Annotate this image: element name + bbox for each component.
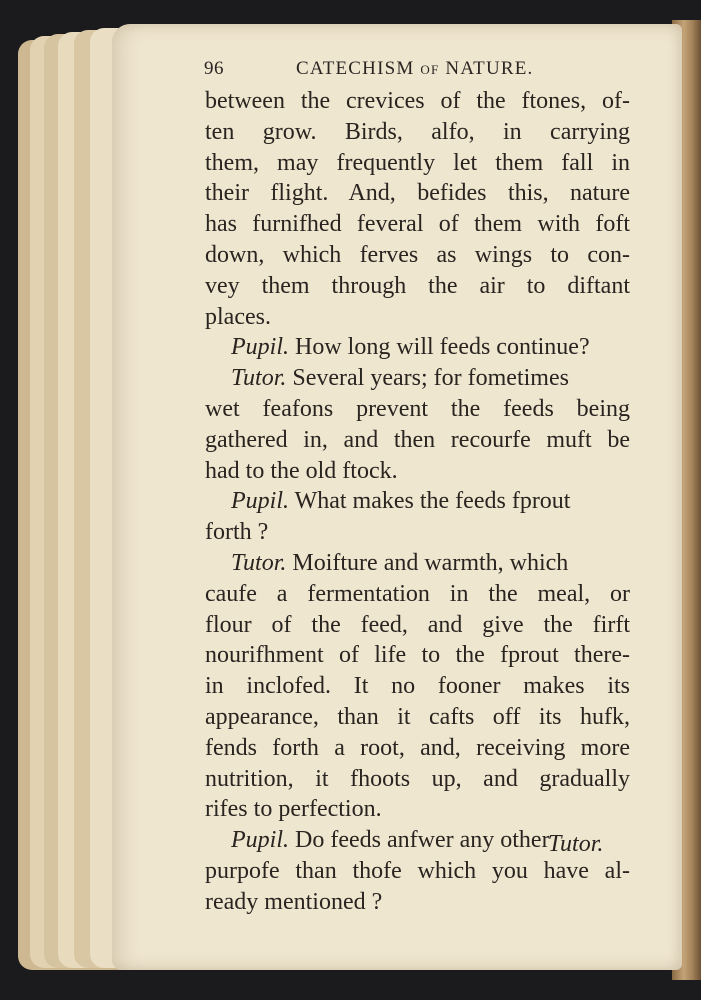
catchword: Tutor. — [548, 831, 604, 857]
page-number: 96 — [204, 58, 224, 79]
text-line: fends forth a root, and, receiving more — [205, 734, 630, 761]
text-line: caufe a fermentation in the meal, or — [205, 580, 630, 607]
text-line: between the crevices of the ftones, of- — [205, 88, 630, 114]
body-text — [205, 86, 630, 918]
text-line: wet feafons prevent the feeds being — [205, 395, 630, 422]
text-line: Tutor. Several years; for fometimes — [231, 365, 569, 392]
text-line: purpofe than thofe which you have al- — [205, 857, 630, 884]
text-line: has furnifhed feveral of them with foft — [205, 211, 630, 238]
text-line: ten grow. Birds, alfo, in carrying — [205, 118, 630, 145]
page-title: CATECHISM of NATURE. — [296, 58, 534, 79]
text-line: vey them through the air to diftant — [205, 272, 630, 299]
text-line: nutrition, it fhoots up, and gradually — [205, 765, 630, 792]
text-line: gathered in, and then recourfe muft be — [205, 426, 630, 453]
text-line: rifes to perfection. — [205, 796, 382, 823]
text-line: flour of the feed, and give the firft — [205, 611, 630, 638]
text-line: them, may frequently let them fall in — [205, 149, 630, 176]
text-line: their flight. And, befides this, nature — [205, 180, 630, 207]
text-line: Pupil. Do feeds anfwer any other — [231, 827, 550, 854]
text-line: appearance, than it cafts off its hufk, — [205, 703, 630, 730]
text-line: nourifhment of life to the fprout there- — [205, 642, 630, 669]
text-line: forth ? — [205, 519, 269, 546]
running-head — [204, 58, 580, 88]
text-line: Pupil. What makes the feeds fprout — [231, 488, 571, 515]
text-line: ready mentioned ? — [205, 888, 383, 915]
text-line: places. — [205, 303, 271, 330]
text-line: down, which ferves as wings to con- — [205, 241, 630, 268]
text-line: Tutor. Moifture and warmth, which — [231, 549, 569, 576]
text-line: had to the old ftock. — [205, 457, 398, 484]
text-line: Pupil. How long will feeds continue? — [231, 334, 590, 361]
text-line: in inclofed. It no fooner makes its — [205, 673, 630, 700]
